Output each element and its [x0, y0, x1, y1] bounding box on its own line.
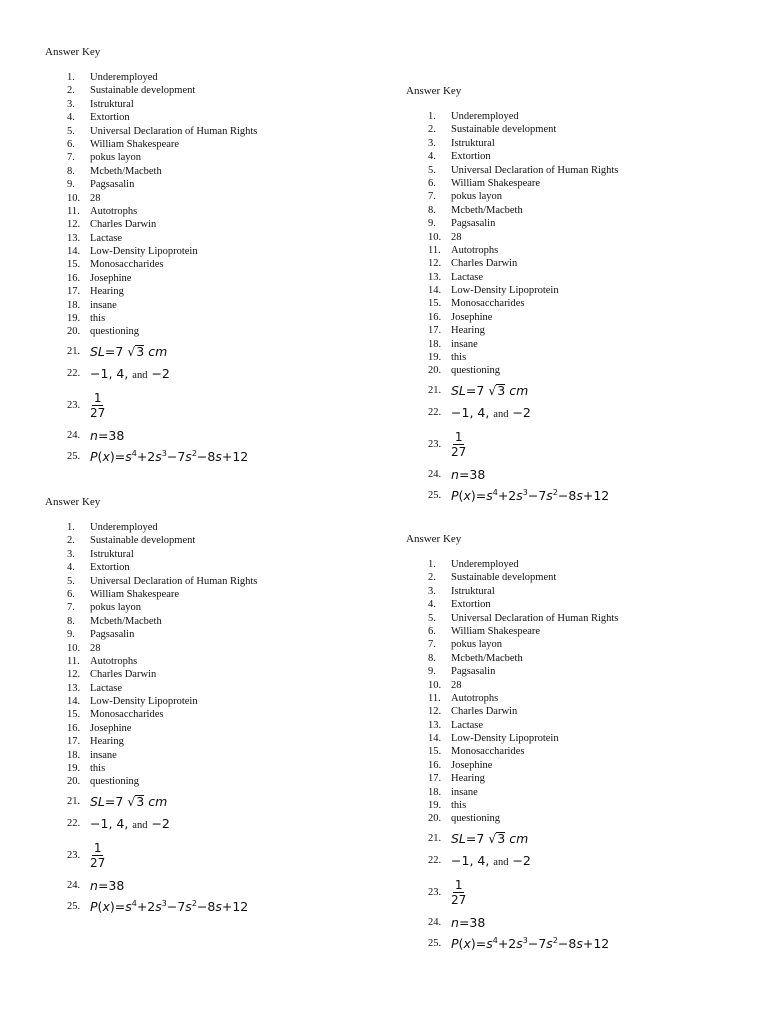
item-number: 1. [428, 111, 436, 122]
item-number: 2. [428, 572, 436, 584]
answer-item [45, 299, 385, 312]
item-answer: questioning [451, 365, 500, 377]
item-answer: insane [90, 749, 117, 761]
item-number: 19. [428, 352, 442, 364]
answer-item [45, 722, 385, 735]
item-answer: Extortion [451, 599, 491, 611]
answer-25: 25. $P(x)=s^4+2s^3-7s^2-8s+12$ [428, 935, 610, 951]
answer-item [45, 84, 385, 97]
answer-item [45, 762, 385, 775]
answer-item [406, 679, 746, 692]
item-answer: Underemployed [90, 72, 158, 83]
answer-item [45, 588, 385, 601]
answer-24: 24. n=38 [67, 427, 125, 443]
answer-item [45, 165, 385, 178]
answer-item [45, 561, 385, 574]
answer-key-bottom-left [45, 495, 385, 918]
item-answer: Low-Density Lipoprotein [451, 285, 559, 297]
item-answer: Underemployed [90, 522, 158, 533]
answer-item [45, 192, 385, 205]
item-answer: Mcbeth/Macbeth [90, 615, 162, 627]
answer-item [406, 244, 746, 257]
item-number: 3. [67, 98, 75, 110]
answer-item [406, 204, 746, 217]
item-answer: Underemployed [451, 559, 519, 570]
answer-item [45, 125, 385, 138]
answer-item [406, 338, 746, 351]
item-answer: Lactase [451, 271, 484, 283]
item-answer: Josephine [451, 311, 493, 323]
answer-item [406, 110, 746, 123]
answer-24: 24. n=38 [428, 914, 486, 930]
answer-item [45, 312, 385, 325]
item-answer: Sustainable development [90, 535, 196, 547]
answer-item [406, 284, 746, 297]
item-answer: insane [451, 338, 478, 350]
item-answer: Josephine [451, 759, 493, 771]
answer-item [45, 245, 385, 258]
item-answer: Lactase [451, 719, 484, 731]
item-answer: Istruktural [451, 585, 495, 597]
item-answer: Low-Density Lipoprotein [451, 733, 559, 745]
item-answer: pokus layon [451, 639, 503, 651]
item-answer: Monosaccharides [451, 746, 525, 758]
item-number: 17. [428, 773, 442, 785]
answer-item [406, 786, 746, 799]
item-answer: William Shakespeare [90, 588, 180, 600]
item-number: 8. [428, 652, 436, 664]
answer-item [45, 601, 385, 614]
answer-item [406, 812, 746, 825]
answer-item [45, 232, 385, 245]
item-number: 9. [67, 629, 75, 641]
answer-item [406, 759, 746, 772]
answer-item [406, 732, 746, 745]
item-answer: Monosaccharides [90, 259, 164, 271]
answer-item [45, 668, 385, 681]
answer-22: 22. −1, 4, and −2 [428, 852, 531, 868]
answer-item [45, 615, 385, 628]
item-number: 12. [67, 219, 81, 231]
answer-23: 23. $\frac{1}{27}$ [67, 390, 106, 420]
item-number: 4. [428, 151, 436, 163]
answer-25: 25. $P(x)=s^4+2s^3-7s^2-8s+12$ [67, 448, 249, 464]
item-number: 5. [428, 612, 436, 624]
answer-item [45, 534, 385, 547]
item-number: 6. [428, 625, 436, 637]
answer-item [406, 705, 746, 718]
answer-list [406, 110, 746, 378]
answer-item [406, 625, 746, 638]
item-answer: William Shakespeare [451, 625, 541, 637]
item-answer: Low-Density Lipoprotein [90, 246, 198, 258]
item-number: 10. [67, 192, 81, 204]
answer-item [45, 548, 385, 561]
answer-key-title: Answer Key [45, 46, 101, 58]
answer-item [406, 297, 746, 310]
answer-item [406, 719, 746, 732]
item-answer: this [90, 763, 106, 775]
item-number: 9. [67, 179, 75, 191]
answer-item [406, 164, 746, 177]
item-answer: Universal Declaration of Human Rights [451, 612, 619, 624]
item-number: 2. [428, 124, 436, 136]
item-answer: Pagsasalin [451, 666, 496, 678]
answer-item [45, 258, 385, 271]
item-answer: Monosaccharides [90, 709, 164, 721]
item-number: 12. [428, 258, 442, 270]
item-answer: Hearing [451, 325, 485, 337]
item-answer: Charles Darwin [90, 219, 157, 231]
item-answer: Pagsasalin [451, 218, 496, 230]
item-answer: Josephine [90, 722, 132, 734]
item-answer: this [451, 352, 467, 364]
answer-list [45, 71, 385, 339]
item-number: 1. [67, 522, 75, 533]
item-answer: Charles Darwin [90, 669, 157, 681]
answer-item [45, 749, 385, 762]
answer-item [406, 665, 746, 678]
item-number: 20. [67, 776, 81, 788]
answer-item [406, 638, 746, 651]
item-answer: Extortion [90, 112, 130, 124]
item-answer: Lactase [90, 232, 123, 244]
item-number: 15. [428, 298, 442, 310]
item-number: 19. [428, 800, 442, 812]
item-answer: Sustainable development [90, 85, 196, 97]
item-answer: this [451, 800, 467, 812]
item-number: 15. [67, 259, 81, 271]
item-answer: this [90, 313, 106, 325]
item-number: 13. [67, 682, 81, 694]
item-number: 2. [67, 535, 75, 547]
item-number: 7. [428, 191, 436, 203]
item-number: 16. [428, 311, 442, 323]
item-number: 16. [67, 722, 81, 734]
item-answer: pokus layon [90, 602, 142, 614]
item-number: 12. [428, 706, 442, 718]
item-number: 11. [428, 244, 441, 256]
item-number: 14. [428, 733, 442, 745]
item-number: 19. [67, 313, 81, 325]
item-answer: Low-Density Lipoprotein [90, 696, 198, 708]
item-number: 15. [67, 709, 81, 721]
item-answer: Hearing [90, 736, 124, 748]
item-number: 3. [428, 585, 436, 597]
item-number: 2. [67, 85, 75, 97]
item-answer: William Shakespeare [90, 138, 180, 150]
item-answer: Extortion [90, 562, 130, 574]
item-number: 18. [67, 749, 81, 761]
answer-item [406, 571, 746, 584]
answer-item [406, 558, 746, 571]
item-answer: 28 [90, 192, 101, 204]
item-answer: Pagsasalin [90, 179, 135, 191]
item-answer: questioning [90, 776, 139, 788]
item-number: 1. [67, 72, 75, 83]
answer-23: 23. $\frac{1}{27}$ [428, 429, 467, 459]
item-answer: Autotrophs [451, 692, 499, 704]
answer-item [406, 612, 746, 625]
item-number: 10. [428, 679, 442, 691]
answer-item [406, 231, 746, 244]
answer-item [406, 692, 746, 705]
answer-item [406, 585, 746, 598]
answer-item [406, 177, 746, 190]
answer-item [45, 775, 385, 788]
answer-item [45, 98, 385, 111]
answer-24: 24. n=38 [67, 877, 125, 893]
item-number: 12. [67, 669, 81, 681]
answer-item [406, 217, 746, 230]
item-number: 4. [67, 112, 75, 124]
item-answer: Mcbeth/Macbeth [90, 165, 162, 177]
answer-item [45, 735, 385, 748]
answer-item [45, 151, 385, 164]
answer-item [406, 772, 746, 785]
item-number: 20. [67, 326, 81, 338]
item-answer: Autotrophs [451, 244, 499, 256]
answer-21: 21. SL=7 √3 cm [67, 343, 168, 359]
answer-item [45, 285, 385, 298]
item-number: 14. [67, 696, 81, 708]
item-number: 16. [428, 759, 442, 771]
answer-item [45, 628, 385, 641]
answer-22: 22. −1, 4, and −2 [428, 404, 531, 420]
answer-list [406, 558, 746, 826]
item-answer: Mcbeth/Macbeth [451, 652, 523, 664]
item-number: 8. [67, 165, 75, 177]
item-number: 18. [67, 299, 81, 311]
answer-item [406, 271, 746, 284]
item-answer: 28 [451, 679, 462, 691]
answer-item [45, 218, 385, 231]
item-answer: insane [90, 299, 117, 311]
item-number: 14. [428, 285, 442, 297]
item-number: 7. [428, 639, 436, 651]
item-answer: Extortion [451, 151, 491, 163]
item-number: 17. [67, 286, 81, 298]
item-answer: Istruktural [90, 98, 134, 110]
answer-item [406, 311, 746, 324]
answer-item [406, 364, 746, 377]
item-number: 17. [428, 325, 442, 337]
answer-item [406, 652, 746, 665]
item-number: 9. [428, 666, 436, 678]
item-answer: Charles Darwin [451, 706, 518, 718]
item-number: 1. [428, 559, 436, 570]
item-number: 6. [428, 177, 436, 189]
item-number: 3. [428, 137, 436, 149]
item-number: 14. [67, 246, 81, 258]
item-number: 11. [428, 692, 441, 704]
item-number: 4. [67, 562, 75, 574]
item-answer: questioning [451, 813, 500, 825]
item-answer: Istruktural [90, 548, 134, 560]
item-number: 17. [67, 736, 81, 748]
answer-item [45, 642, 385, 655]
answer-key-bottom-right [406, 532, 746, 955]
item-number: 3. [67, 548, 75, 560]
item-answer: Autotrophs [90, 655, 138, 667]
answer-item [406, 351, 746, 364]
item-number: 13. [428, 719, 442, 731]
answer-item [45, 521, 385, 534]
item-number: 10. [428, 231, 442, 243]
item-number: 20. [428, 813, 442, 825]
item-number: 11. [67, 205, 80, 217]
item-answer: Josephine [90, 272, 132, 284]
item-number: 6. [67, 588, 75, 600]
item-number: 11. [67, 655, 80, 667]
answer-item [45, 708, 385, 721]
item-number: 18. [428, 786, 442, 798]
answer-25: 25. $P(x)=s^4+2s^3-7s^2-8s+12$ [67, 898, 249, 914]
answer-item [406, 150, 746, 163]
answer-item [406, 324, 746, 337]
item-number: 10. [67, 642, 81, 654]
answer-item [406, 598, 746, 611]
answer-item [45, 205, 385, 218]
item-number: 5. [67, 125, 75, 137]
answer-21: 21. SL=7 √3 cm [67, 793, 168, 809]
answer-item [45, 695, 385, 708]
item-answer: Universal Declaration of Human Rights [90, 575, 258, 587]
answer-item [406, 190, 746, 203]
answer-key-title: Answer Key [406, 85, 462, 97]
item-number: 9. [428, 218, 436, 230]
item-number: 5. [428, 164, 436, 176]
answer-24: 24. n=38 [428, 466, 486, 482]
item-answer: Monosaccharides [451, 298, 525, 310]
item-number: 20. [428, 365, 442, 377]
answer-item [45, 272, 385, 285]
answer-item [45, 178, 385, 191]
item-answer: Pagsasalin [90, 629, 135, 641]
answer-23: 23. $\frac{1}{27}$ [428, 877, 467, 907]
item-answer: Autotrophs [90, 205, 138, 217]
item-answer: pokus layon [90, 152, 142, 164]
answer-item [406, 799, 746, 812]
item-answer: Underemployed [451, 111, 519, 122]
answer-item [406, 137, 746, 150]
item-number: 8. [428, 204, 436, 216]
answer-21: 21. SL=7 √3 cm [428, 830, 529, 846]
answer-21: 21. SL=7 √3 cm [428, 382, 529, 398]
answer-item [45, 575, 385, 588]
item-answer: Lactase [90, 682, 123, 694]
answer-list [45, 521, 385, 789]
item-number: 7. [67, 152, 75, 164]
item-answer: insane [451, 786, 478, 798]
item-answer: Istruktural [451, 137, 495, 149]
item-answer: Mcbeth/Macbeth [451, 204, 523, 216]
item-number: 4. [428, 599, 436, 611]
answer-item [406, 745, 746, 758]
answer-item [45, 325, 385, 338]
item-number: 6. [67, 138, 75, 150]
item-number: 16. [67, 272, 81, 284]
item-number: 8. [67, 615, 75, 627]
answer-22: 22. −1, 4, and −2 [67, 815, 170, 831]
item-answer: Hearing [90, 286, 124, 298]
answer-item [45, 138, 385, 151]
item-answer: questioning [90, 326, 139, 338]
answer-key-top-left [45, 45, 385, 468]
item-number: 13. [67, 232, 81, 244]
answer-item [45, 111, 385, 124]
answer-item [45, 655, 385, 668]
item-answer: 28 [451, 231, 462, 243]
item-answer: Sustainable development [451, 124, 557, 136]
item-answer: 28 [90, 642, 101, 654]
item-answer: Universal Declaration of Human Rights [90, 125, 258, 137]
answer-25: 25. $P(x)=s^4+2s^3-7s^2-8s+12$ [428, 487, 610, 503]
answer-key-title: Answer Key [45, 496, 101, 508]
answer-item [406, 257, 746, 270]
item-answer: Sustainable development [451, 572, 557, 584]
answer-item [45, 682, 385, 695]
answer-key-title: Answer Key [406, 533, 462, 545]
item-answer: William Shakespeare [451, 177, 541, 189]
item-answer: pokus layon [451, 191, 503, 203]
answer-item [406, 123, 746, 136]
item-number: 5. [67, 575, 75, 587]
item-number: 13. [428, 271, 442, 283]
item-number: 15. [428, 746, 442, 758]
answer-key-top-right [406, 84, 746, 507]
answer-item [45, 71, 385, 84]
answer-22: 22. −1, 4, and −2 [67, 365, 170, 381]
item-number: 18. [428, 338, 442, 350]
answer-23: 23. $\frac{1}{27}$ [67, 840, 106, 870]
item-answer: Hearing [451, 773, 485, 785]
item-answer: Charles Darwin [451, 258, 518, 270]
item-answer: Universal Declaration of Human Rights [451, 164, 619, 176]
item-number: 19. [67, 763, 81, 775]
item-number: 7. [67, 602, 75, 614]
